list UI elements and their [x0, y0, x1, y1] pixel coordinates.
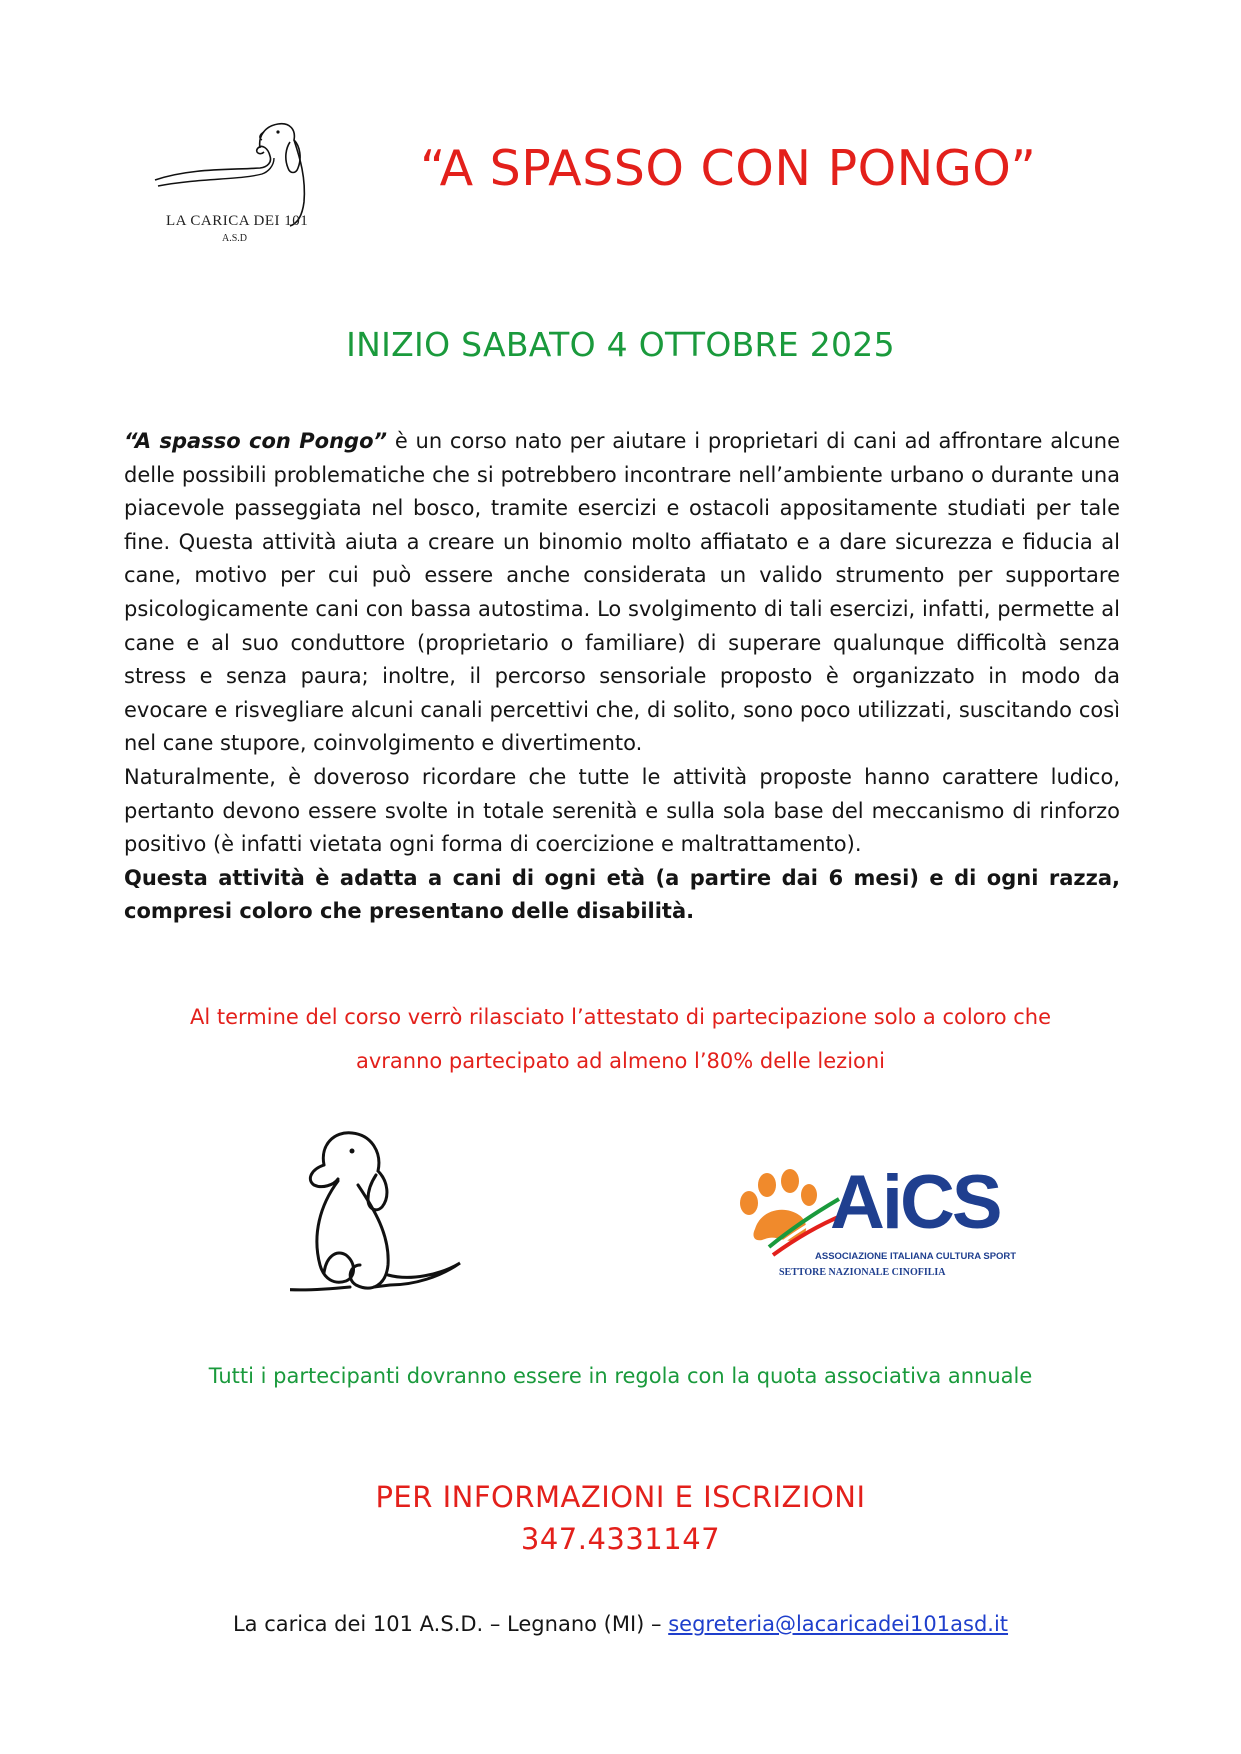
footer-text: La carica dei 101 A.S.D. – Legnano (MI) –: [232, 1612, 669, 1636]
membership-notice: Tutti i partecipanti dovranno essere in regola con la quota associativa annuale: [208, 1364, 1033, 1388]
certificate-notice-line-1: Al termine del corso verrò rilasciato l’attestato di partecipazione solo a coloro che: [190, 1005, 1051, 1029]
description-paragraph-2: Naturalmente, è doveroso ricordare che tutte le attività proposte hanno carattere ludico, pertanto devono essere svolte in totale serenità e sulla sola base del meccanismo di rinforzo positivo (è infatti vietata ogni forma di coercizione e maltrattamento).: [124, 764, 1120, 857]
footer-email-link[interactable]: segreteria@lacaricadei101asd.it: [668, 1612, 1009, 1636]
org-logo: [150, 118, 350, 258]
course-description: [124, 425, 1120, 929]
dog-line-icon: [150, 118, 350, 258]
course-name: “A spasso con Pongo”: [124, 429, 388, 453]
footer: [0, 1612, 1241, 1636]
org-logo-sub: A.S.D: [222, 233, 248, 244]
description-paragraph-3: Questa attività è adatta a cani di ogni età (a partire dai 6 mesi) e di ogni razza, compresi coloro che presentano delle disabilità.: [124, 865, 1120, 924]
aics-logo: [735, 1160, 1017, 1285]
certificate-notice: [100, 995, 1141, 1083]
sitting-dog-icon: [290, 1125, 490, 1315]
aics-full-name: ASSOCIAZIONE ITALIANA CULTURA SPORT: [815, 1251, 1017, 1262]
description-intro: è un corso nato per aiutare i proprietari di cani ad affrontare alcune delle possibili problematiche che si potrebbero incontrare nell’ambiente urbano o durante una piacevole passeggiata nel bosco, tramite esercizi e ostacoli appositamente studiati per tale fine. Questa attività aiuta a creare un binomio molto affiatato e a dare sicurezza e fiducia al cane, motivo per cui può essere anche considerata un valido strumento per supportare psicologicamente cani con bassa autostima. Lo svolgimento di tali esercizi, infatti, permette al cane e al suo conduttore (proprietario o familiare) di superare qualunque difficoltà senza stress e senza paura; inoltre, il percorso sensoriale proposto è organizzato in modo da evocare e risvegliare alcuni canali percettivi che, di solito, sono poco utilizzati, suscitando così nel cane stupore, coinvolgimento e divertimento.: [124, 429, 1120, 756]
page-title: “A SPASSO CON PONGO”: [420, 140, 1037, 197]
info-heading: PER INFORMAZIONI E ISCRIZIONI: [375, 1480, 866, 1514]
certificate-notice-line-2: avranno partecipato ad almeno l’80% delle lezioni: [355, 1049, 886, 1073]
start-date-heading: INIZIO SABATO 4 OTTOBRE 2025: [346, 325, 895, 364]
paw-print-icon: [735, 1169, 845, 1259]
info-phone: 347.4331147: [520, 1522, 721, 1556]
aics-sector: SETTORE NAZIONALE CINOFILIA: [779, 1267, 946, 1278]
description-paragraph-1: [124, 425, 1120, 761]
dog-illustration: [290, 1125, 490, 1315]
org-logo-name: LA CARICA DEI 101: [166, 213, 309, 229]
aics-letters: AiCS: [830, 1160, 1000, 1245]
